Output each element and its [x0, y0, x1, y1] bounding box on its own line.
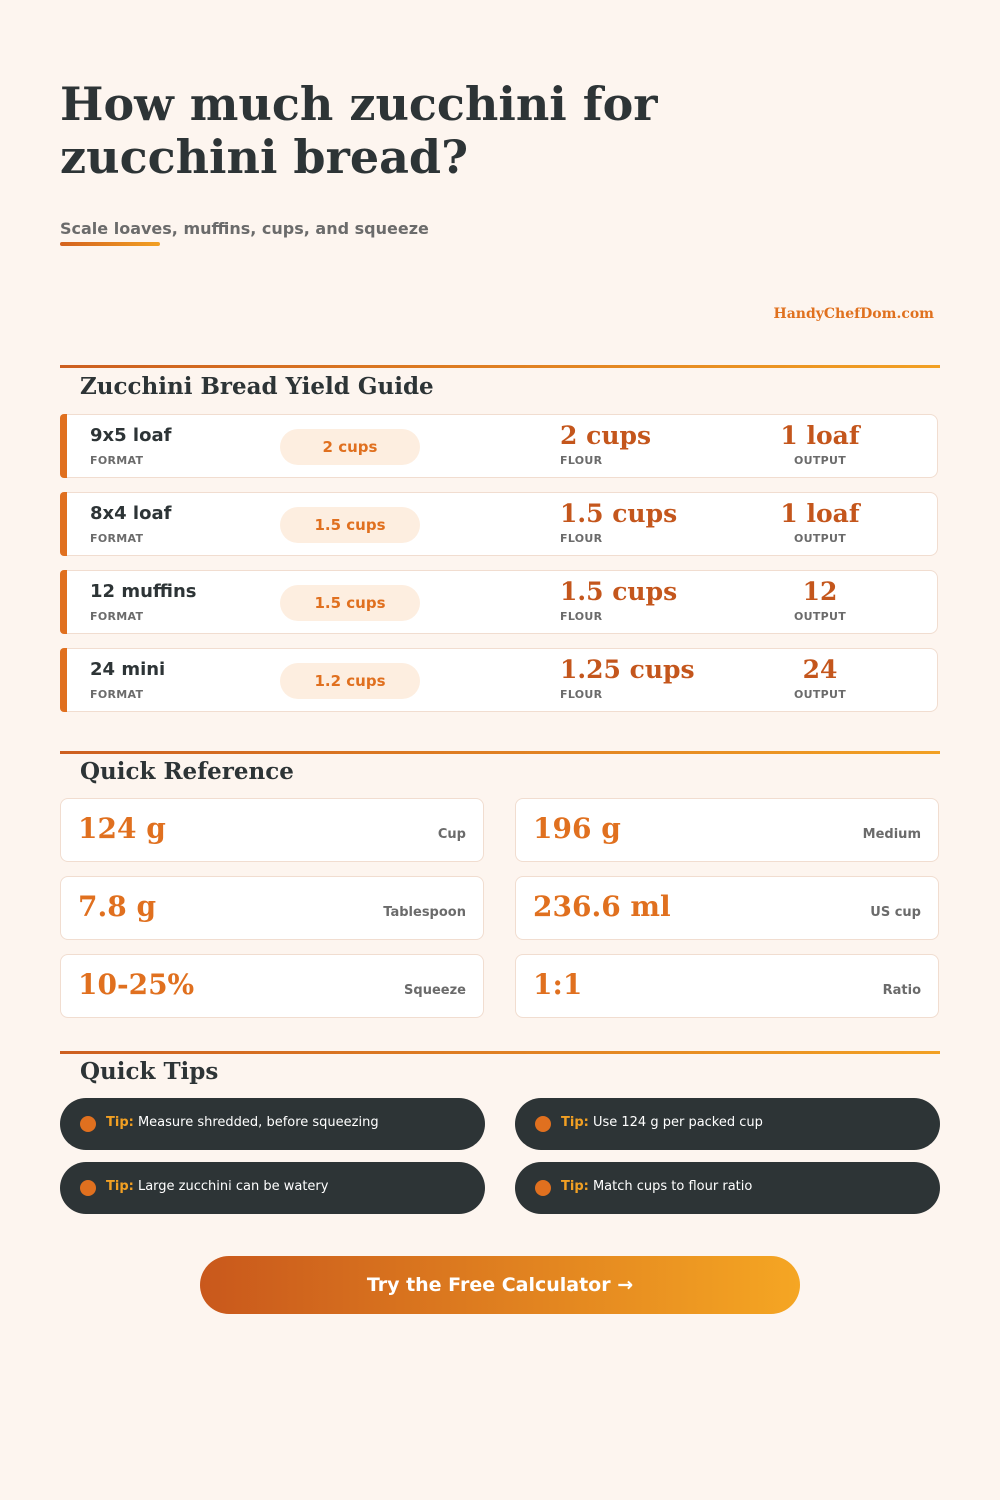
- tip-dot-icon: [535, 1180, 551, 1196]
- format-label: FORMAT: [90, 688, 144, 701]
- page-title: How much zucchini for zucchini bread?: [60, 77, 658, 184]
- reference-card: [60, 876, 484, 940]
- yield-row: [60, 570, 938, 634]
- tip-dot-icon: [80, 1116, 96, 1132]
- reference-label: Ratio: [882, 983, 921, 998]
- output-value: 1 loaf: [780, 421, 860, 450]
- section-divider: [60, 751, 940, 754]
- flour-label: FLOUR: [560, 532, 603, 545]
- tip-body: Use 124 g per packed cup: [592, 1115, 763, 1130]
- tip-body: Measure shredded, before squeezing: [137, 1115, 379, 1130]
- reference-label: Medium: [862, 827, 921, 842]
- calculator-cta-button[interactable]: Try the Free Calculator →: [200, 1256, 800, 1314]
- output-label: OUTPUT: [793, 454, 847, 467]
- flour-label: FLOUR: [560, 454, 603, 467]
- site-name: HandyChefDom.com: [773, 306, 934, 322]
- tip-text: [561, 1179, 752, 1194]
- reference-label: Cup: [437, 827, 466, 842]
- reference-label: US cup: [870, 905, 921, 920]
- tip-label: Tip:: [106, 1115, 134, 1130]
- format-name: 24 mini: [90, 659, 166, 680]
- zucchini-amount-pill: 1.5 cups: [280, 507, 420, 543]
- format-label: FORMAT: [90, 454, 144, 467]
- zucchini-amount-pill: 1.2 cups: [280, 663, 420, 699]
- reference-card: [60, 954, 484, 1018]
- yield-guide-title: Zucchini Bread Yield Guide: [80, 373, 434, 400]
- format-label: FORMAT: [90, 532, 144, 545]
- flour-value: 1.5 cups: [560, 577, 678, 606]
- tip-text: [561, 1115, 763, 1130]
- reference-label: Squeeze: [404, 983, 466, 998]
- tip-chip: [60, 1162, 485, 1214]
- section-divider: [60, 365, 940, 368]
- yield-row: [60, 648, 938, 712]
- format-name: 8x4 loaf: [90, 503, 172, 524]
- reference-label: Tablespoon: [383, 905, 466, 920]
- format-name: 9x5 loaf: [90, 425, 172, 446]
- reference-value: 124 g: [78, 812, 166, 845]
- tip-chip: [515, 1098, 940, 1150]
- output-label: OUTPUT: [793, 610, 847, 623]
- tip-chip: [515, 1162, 940, 1214]
- format-label: FORMAT: [90, 610, 144, 623]
- format-name: 12 muffins: [90, 581, 197, 602]
- reference-value: 236.6 ml: [533, 890, 671, 923]
- tip-text: [106, 1179, 328, 1194]
- output-label: OUTPUT: [793, 688, 847, 701]
- tip-dot-icon: [80, 1180, 96, 1196]
- flour-value: 1.25 cups: [560, 655, 695, 684]
- tip-label: Tip:: [561, 1179, 589, 1194]
- reference-card: [515, 876, 939, 940]
- tip-chip: [60, 1098, 485, 1150]
- reference-value: 196 g: [533, 812, 621, 845]
- reference-card: [515, 954, 939, 1018]
- tip-label: Tip:: [561, 1115, 589, 1130]
- zucchini-amount-pill: 2 cups: [280, 429, 420, 465]
- output-value: 12: [802, 577, 838, 606]
- reference-value: 1:1: [533, 968, 583, 1001]
- flour-value: 2 cups: [560, 421, 652, 450]
- output-label: OUTPUT: [793, 532, 847, 545]
- row-accent-bar: [60, 570, 67, 634]
- section-divider: [60, 1051, 940, 1054]
- flour-label: FLOUR: [560, 688, 603, 701]
- tip-body: Match cups to flour ratio: [592, 1179, 753, 1194]
- yield-row: [60, 414, 938, 478]
- output-value: 1 loaf: [780, 499, 860, 528]
- tip-text: [106, 1115, 379, 1130]
- page-subtitle: Scale loaves, muffins, cups, and squeeze: [60, 219, 429, 238]
- output-value: 24: [802, 655, 838, 684]
- flour-label: FLOUR: [560, 610, 603, 623]
- reference-value: 10-25%: [78, 968, 195, 1001]
- tip-dot-icon: [535, 1116, 551, 1132]
- reference-card: [515, 798, 939, 862]
- quick-tips-title: Quick Tips: [80, 1058, 219, 1085]
- quick-reference-title: Quick Reference: [80, 758, 294, 785]
- reference-value: 7.8 g: [78, 890, 157, 923]
- zucchini-amount-pill: 1.5 cups: [280, 585, 420, 621]
- subtitle-underline: [60, 242, 160, 246]
- row-accent-bar: [60, 414, 67, 478]
- row-accent-bar: [60, 648, 67, 712]
- reference-card: [60, 798, 484, 862]
- tip-body: Large zucchini can be watery: [137, 1179, 329, 1194]
- tip-label: Tip:: [106, 1179, 134, 1194]
- yield-row: [60, 492, 938, 556]
- row-accent-bar: [60, 492, 67, 556]
- flour-value: 1.5 cups: [560, 499, 678, 528]
